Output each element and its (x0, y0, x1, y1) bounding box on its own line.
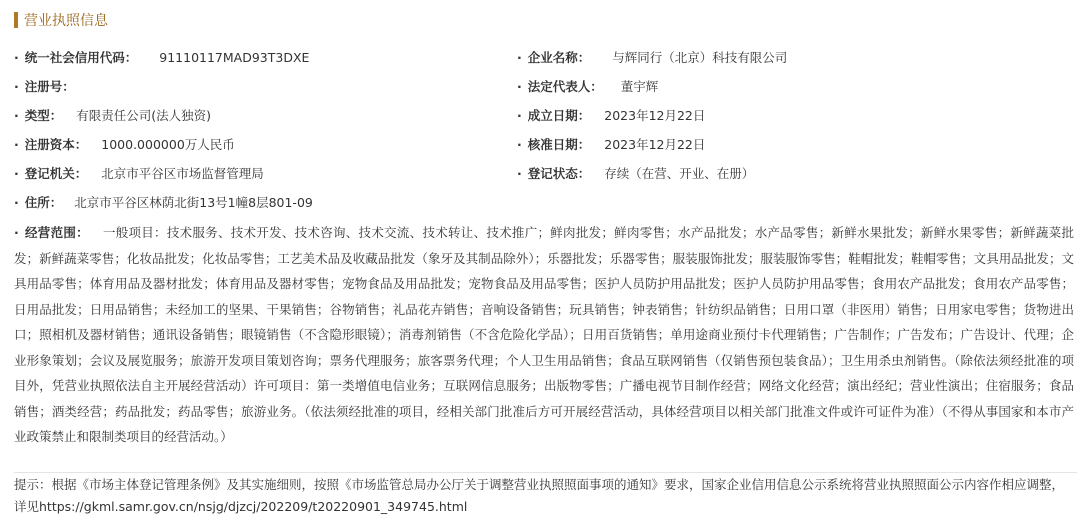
field-value: 北京市平谷区林荫北街13号1幢8层801-09 (74, 195, 313, 210)
field-legal-rep (517, 76, 658, 96)
bullet: · (517, 78, 522, 94)
field-approved (517, 134, 705, 154)
section-title (14, 10, 108, 30)
field-authority (14, 163, 264, 183)
field-label: 类型： (24, 108, 63, 123)
field-address (14, 192, 313, 212)
field-value: 存续（在营、开业、在册） (604, 166, 755, 181)
field-label: 注册资本： (24, 137, 88, 152)
field-reg-no (14, 76, 87, 96)
field-label: 注册号： (24, 79, 75, 94)
bullet: · (517, 136, 522, 152)
field-label: 核准日期： (527, 137, 591, 152)
field-value: 董宇辉 (620, 79, 659, 94)
field-status (517, 163, 754, 183)
field-value: 一般项目：技术服务、技术开发、技术咨询、技术交流、技术转让、技术推广；鲜肉批发；鲜肉零售；水产品批发；水产品零售；新鲜水果批发；新鲜水果零售；新鲜蔬菜批发；新鲜蔬菜零售；化妆品批发；化妆品零售；工艺美术品及收藏品批发（象牙及其制品除外）；乐器批发；乐器零售；服装服饰批发；服装服饰零售；鞋帽批发；鞋帽零售；文具用品批发；文具用品零售；体育用品及器材批发；体育用品及器材零售；宠物食品及用品批发；宠物食品及用品零售；医护人员防护用品批发；医护人员防护用品零售；食用农产品批发；食用农产品零售；日用品批发；日用品销售；未经加工的坚果、干果销售；谷物销售；礼品花卉销售；音响设备销售；玩具销售；钟表销售；针纺织品销售；日用口罩（非医用）销售；日用家电零售；货物进出口；照相机及器材销售；通讯设备销售；眼镜销售（不含隐形眼镜）；消毒剂销售（不含危险化学品）；日用百货销售；单用途商业预付卡代理销售；广告制作；广告发布；广告设计、代理；企业形象策划；会议及展览服务；旅游开发项目策划咨询；票务代理服务；旅客票务代理；个人卫生用品销售；食品互联网销售（仅销售预包装食品）；卫生用杀虫剂销售。（除依法须经批准的项目外，凭营业执照依法自主开展经营活动）许可项目：第一类增值电信业务；互联网信息服务；出版物零售；广播电视节目制作经营；网络文化经营；演出经纪；营业性演出；住宿服务；食品销售；酒类经营；药品批发；药品零售；旅游业务。（依法须经批准的项目，经相关部门批准后方可开展经营活动，具体经营项目以相关部门批准文件或许可证件为准）（不得从事国家和本市产业政策禁止和限制类项目的经营活动。） (14, 225, 1074, 444)
field-label: 住所： (24, 195, 63, 210)
bullet: · (517, 49, 522, 65)
field-value: 91110117MAD93T3DXE (159, 49, 310, 65)
bullet: · (14, 78, 19, 94)
bullet: · (14, 194, 19, 210)
field-value: 1000.000000万人民币 (101, 137, 235, 152)
field-label: 登记机关： (24, 166, 88, 181)
bullet: · (517, 107, 522, 123)
field-credit-code (14, 47, 309, 67)
notice-text: 提示：根据《市场主体登记管理条例》及其实施细则，按照《市场监管总局办公厅关于调整营业执照照面事项的通知》要求，国家企业信用信息公示系统将营业执照照面公示内容作相应调整，详见https://gkml.samr.gov.cn/nsjg/djzcj/202209/t20220901_349745.html (14, 477, 1065, 514)
field-value: 2023年12月22日 (604, 137, 706, 152)
title-accent-bar (14, 12, 18, 28)
field-label: 企业名称： (527, 50, 591, 65)
bullet: · (517, 165, 522, 181)
field-company-name (517, 47, 787, 67)
field-value: 与辉同行（北京）科技有限公司 (612, 50, 788, 65)
field-label: 法定代表人： (527, 79, 603, 94)
bullet: · (14, 225, 19, 240)
bullet: · (14, 136, 19, 152)
section-title-text: 营业执照信息 (24, 13, 108, 29)
field-capital (14, 134, 235, 154)
field-value: 有限责任公司(法人独资) (76, 108, 212, 123)
field-value: 2023年12月22日 (604, 108, 706, 123)
bullet: · (14, 49, 19, 65)
field-business-scope (14, 220, 1074, 450)
field-label: 经营范围： (24, 225, 89, 240)
field-label: 统一社会信用代码： (24, 50, 138, 65)
divider (14, 472, 1077, 473)
field-value: 北京市平谷区市场监督管理局 (101, 166, 264, 181)
bullet: · (14, 165, 19, 181)
field-label: 登记状态： (527, 166, 591, 181)
field-founded (517, 105, 705, 125)
field-type (14, 105, 211, 125)
field-label: 成立日期： (527, 108, 591, 123)
bullet: · (14, 107, 19, 123)
